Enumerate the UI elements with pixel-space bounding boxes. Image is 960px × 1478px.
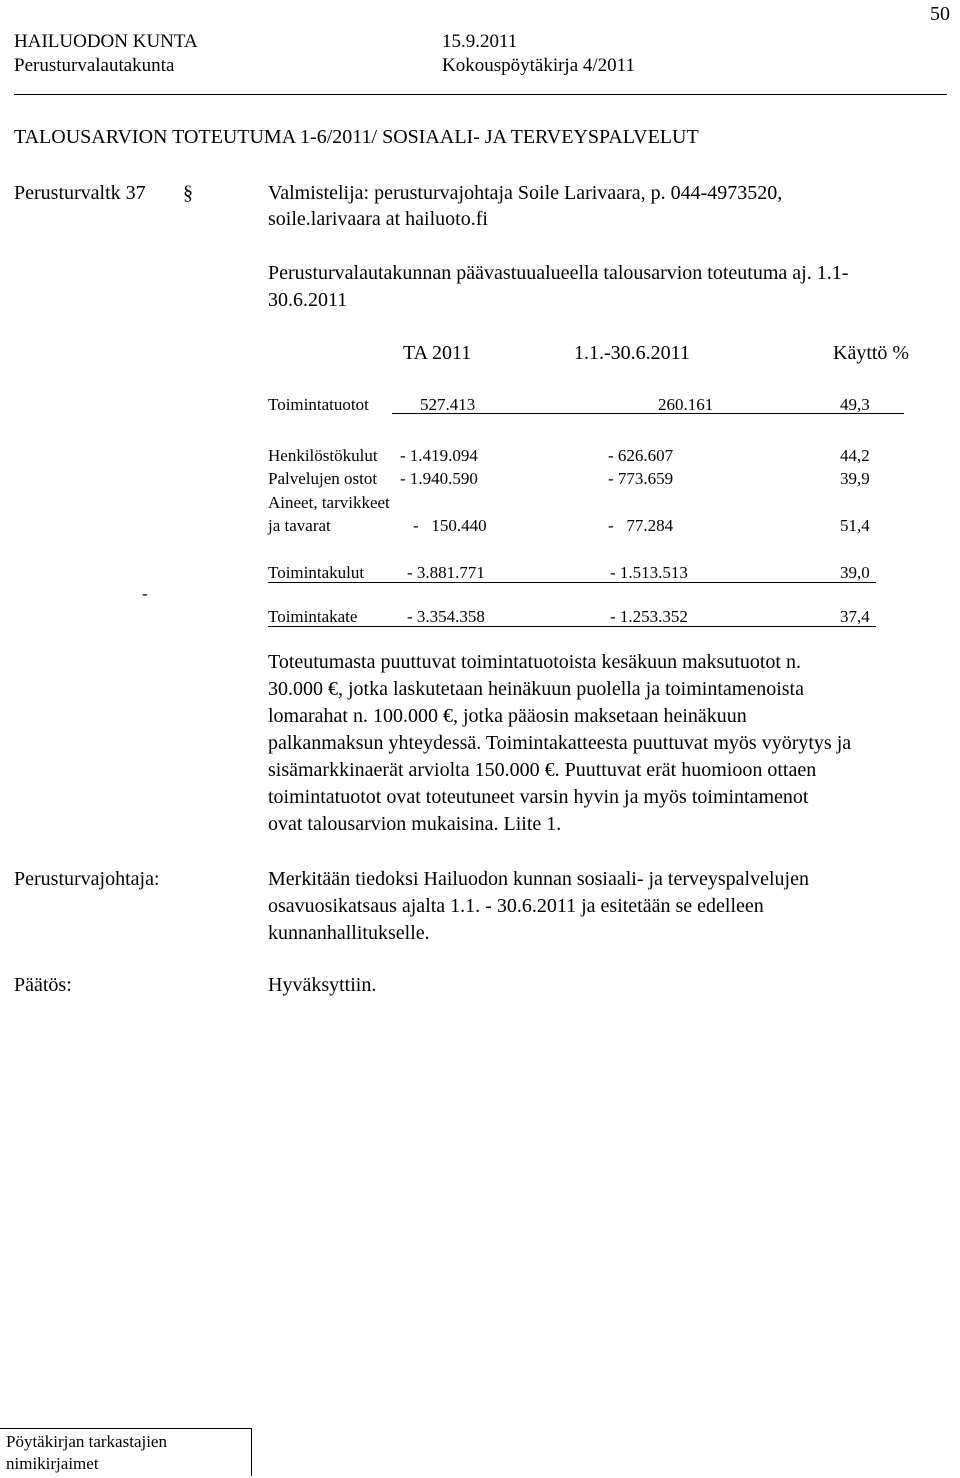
row-ta: - 3.881.771	[407, 563, 485, 582]
header-rule	[14, 94, 947, 95]
explanation-line: lomarahat n. 100.000 €, jotka pääosin maksetaan heinäkuun	[268, 705, 747, 727]
row-actual: 260.161	[658, 395, 714, 414]
footer-line-2: nimikirjaimet	[6, 1454, 99, 1473]
explanation-line: sisämarkkinaerät arviolta 150.000 €. Puuttuvat erät huomioon ottaen	[268, 759, 817, 781]
section-sign: §	[183, 182, 193, 204]
explanation-line: palkanmaksun yhteydessä. Toimintakatteesta puuttuvat myös vyörytys ja	[268, 732, 852, 754]
row-actual: - 1.513.513	[610, 563, 688, 582]
row-pct: 49,3	[840, 395, 870, 414]
section-title: TALOUSARVION TOTEUTUMA 1-6/2011/ SOSIAALI- JA TERVEYSPALVELUT	[14, 126, 699, 148]
explanation-line: 30.000 €, jotka laskutetaan heinäkuun puolella ja toimintamenoista	[268, 678, 804, 700]
item-reference: Perusturvaltk 37	[14, 182, 146, 204]
col-header-actual: 1.1.-30.6.2011	[574, 342, 690, 364]
intro-line-2: 30.6.2011	[268, 289, 348, 311]
row-ta: 527.413	[420, 395, 476, 414]
row-label: Toimintakate	[268, 607, 358, 626]
margin-dash: -	[142, 584, 148, 603]
decision-label: Päätös:	[14, 974, 72, 996]
header-minutes: Kokouspöytäkirja 4/2011	[442, 55, 635, 76]
row-label: Toimintatuotot	[268, 395, 369, 414]
proposal-text	[268, 866, 809, 947]
preparer-line-2: soile.larivaara at hailuoto.fi	[268, 208, 488, 230]
row-actual: - 77.284	[608, 516, 674, 535]
explanation-line: ovat talousarvion mukaisina. Liite 1.	[268, 813, 562, 835]
col-header-pct: Käyttö %	[833, 342, 910, 364]
row-underline	[268, 626, 876, 627]
row-pct: 39,9	[840, 469, 870, 488]
header-board: Perusturvalautakunta	[14, 55, 175, 76]
page-number: 50	[930, 3, 950, 25]
row-label-line-1: Aineet, tarvikkeet	[268, 493, 390, 512]
proposal-line: Merkitään tiedoksi Hailuodon kunnan sosiaali- ja terveyspalvelujen	[268, 868, 809, 890]
intro-line-1: Perusturvalautakunnan päävastuualueella talousarvion toteutuma aj. 1.1-	[268, 262, 849, 284]
row-label: Henkilöstökulut	[268, 446, 378, 465]
proposal-label: Perusturvajohtaja:	[14, 868, 160, 890]
row-ta: - 1.940.590	[400, 469, 478, 488]
row-actual: - 773.659	[608, 469, 674, 488]
proposal-line: kunnanhallitukselle.	[268, 922, 430, 944]
row-label: ja tavarat	[268, 516, 331, 535]
row-pct: 39,0	[840, 563, 870, 582]
header-date: 15.9.2011	[442, 31, 518, 52]
row-pct: 37,4	[840, 607, 870, 626]
row-pct: 51,4	[840, 516, 870, 535]
row-ta: - 3.354.358	[407, 607, 485, 626]
row-actual: - 626.607	[608, 446, 674, 465]
row-label: Palvelujen ostot	[268, 469, 378, 488]
row-ta: - 150.440	[413, 516, 487, 535]
col-header-ta: TA 2011	[403, 342, 472, 364]
decision-text: Hyväksyttiin.	[268, 974, 377, 996]
row-ta: - 1.419.094	[400, 446, 478, 465]
row-actual: - 1.253.352	[610, 607, 688, 626]
row-underline	[268, 582, 876, 583]
header-org: HAILUODON KUNTA	[14, 31, 198, 52]
footer-line-1: Pöytäkirjan tarkastajien	[6, 1432, 167, 1451]
explanation-paragraph	[268, 649, 851, 838]
row-underline	[392, 413, 904, 414]
proposal-line: osavuosikatsaus ajalta 1.1. - 30.6.2011 ja esitetään se edelleen	[268, 895, 764, 917]
explanation-line: Toteutumasta puuttuvat toimintatuotoista kesäkuun maksutuotot n.	[268, 651, 801, 673]
preparer-line-1: Valmistelija: perusturvajohtaja Soile Larivaara, p. 044-4973520,	[268, 182, 783, 204]
explanation-line: toimintatuotot ovat toteutuneet varsin hyvin ja myös toimintamenot	[268, 786, 809, 808]
row-pct: 44,2	[840, 446, 870, 465]
row-label: Toimintakulut	[268, 563, 365, 582]
